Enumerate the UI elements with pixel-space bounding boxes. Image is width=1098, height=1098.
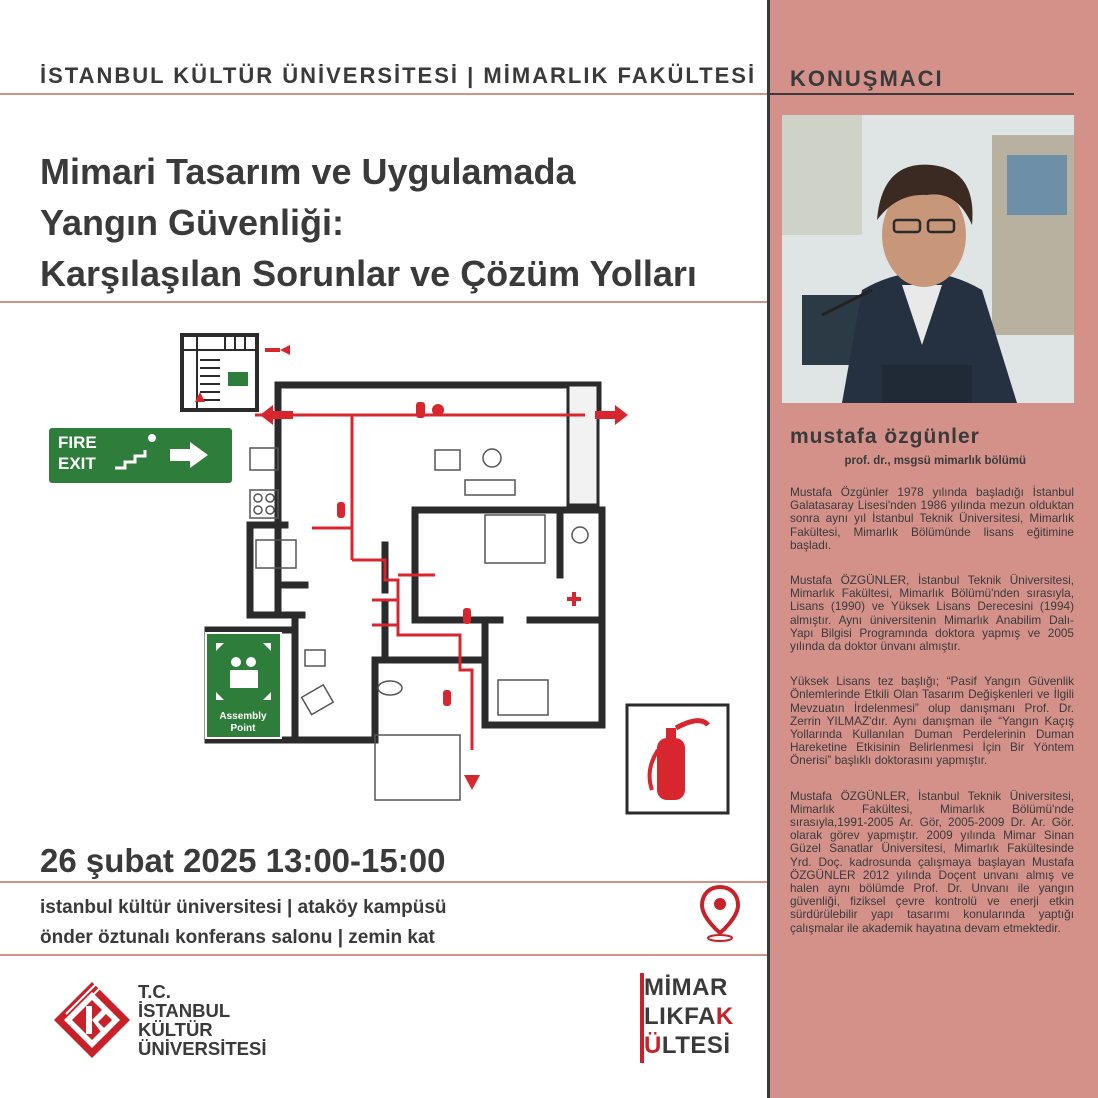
faculty-logo-row-3a: Ü	[644, 1032, 662, 1059]
speaker-section-label: KONUŞMACI	[790, 66, 944, 91]
faculty-logo-row-2a: LIKFA	[644, 1003, 716, 1030]
faculty-logo	[640, 973, 734, 1063]
fire-extinguisher-icon	[627, 705, 728, 813]
faculty-logo-row-3b: LTESİ	[661, 1032, 731, 1059]
date-rule	[0, 881, 767, 883]
speaker-photo	[782, 115, 1074, 403]
title-rule	[0, 301, 767, 303]
institution-header: İSTANBUL KÜLTÜR ÜNİVERSİTESİ | MİMARLIK FAKÜLTESİ	[40, 63, 757, 88]
title-line-3: Karşılaşılan Sorunlar ve Çözüm Yolları	[40, 253, 697, 294]
bio-paragraph-4: Mustafa ÖZGÜNLER, İstanbul Teknik Üniversitesi, Mimarlık Fakültesi, Mimarlık Bölümü'nde sırasıyla,1991-2005 Ar. Gör, 2005-2009 Dr. Ar. Gör. olarak görev yapmıştır. 2009 yılında Mimar Sinan Güzel Sanatlar Üniversitesi, Mimarlık Fakültesinde Yrd. Doç. kadrosunda çalışmaya başlayan Mustafa ÖZGÜNLER 2012 yılında Doçent unvanı almış ve halen aynı bölümde Prof. Dr. Unvanı ile yangın güvenliği, fiziksel çevre kontrolü ve enerji etkin sürdürülebilir yapı tasarımı konularında yaptığı çalışmalar ile akademik hayatına devam etmektedir.	[790, 788, 1074, 935]
speaker-bio	[790, 486, 1074, 957]
event-datetime: 26 şubat 2025 13:00-15:00	[40, 842, 446, 879]
fire-exit-text-1: FIRE	[58, 433, 97, 452]
event-venue	[40, 893, 447, 953]
speaker-name: mustafa özgünler	[790, 425, 980, 448]
speaker-role: prof. dr., msgsü mimarlık bölümü	[844, 455, 1026, 467]
title-line-1: Mimari Tasarım ve Uygulamada	[40, 151, 576, 192]
evacuation-floor-plan	[40, 330, 740, 820]
page-title	[40, 146, 697, 299]
assembly-text-1: Assembly	[219, 711, 267, 722]
university-line-3: KÜLTÜR	[138, 1019, 213, 1040]
faculty-logo-row-1	[644, 973, 728, 1002]
bio-paragraph-3: Yüksek Lisans tez başlığı; “Pasif Yangın Güvenlik Önlemlerinde Etkili Olan Tasarım Değişkenleri ve İlgili Mevzuatın İrdelenmesi” olup danışmanı Prof. Dr. Zerrin YILMAZ'dır. Aynı danışman ile “Yangın Kaçış Yollarında Kullanılan Duman Perdelerinin Duman Hareketine Etkisinin Belirlenmesi İçin Bir Yöntem Önerisi” başlıklı doktorasını yapmıştır.	[790, 674, 1074, 768]
faculty-logo-row-2	[644, 1002, 734, 1031]
fire-exit-sign-icon	[48, 427, 233, 484]
university-line-4: ÜNİVERSİTESİ	[138, 1038, 267, 1059]
faculty-logo-row-1b: MAR	[671, 974, 728, 1001]
title-line-2: Yangın Güvenliği:	[40, 202, 345, 243]
university-logo-icon	[52, 980, 132, 1058]
venue-rule	[0, 954, 767, 956]
faculty-logo-row-1a: Mİ	[644, 974, 672, 1001]
fire-exit-text-2: EXIT	[58, 454, 96, 473]
venue-line-2: önder öztunalı konferans salonu | zemin kat	[40, 927, 435, 948]
header-rule	[0, 93, 767, 95]
bio-paragraph-1: Mustafa Özgünler 1978 yılında başladığı İstanbul Galatasaray Lisesi'nden 1986 yılında mezun olduktan sonra aynı yıl İstanbul Teknik Üniversitesi, Mimarlık Fakültesi, Mimarlık Bölümünde lisans eğitimine başladı.	[790, 485, 1074, 552]
assembly-point-icon	[206, 633, 281, 738]
university-line-2: İSTANBUL	[138, 1000, 231, 1021]
bio-paragraph-2: Mustafa ÖZGÜNLER, İstanbul Teknik Üniversitesi, Mimarlık Fakültesi, Mimarlık Bölümü'nden sırasıyla, Lisans (1990) ve Yüksek Lisans Derecesini (1994) almıştır. Aynı üniversitenin Mimarlık Anabilim Dalı-Yapı Bilgisi Programında doktora yapmış ve 2005 yılında da doktor ünvanı almıştır.	[790, 573, 1074, 654]
university-line-1: T.C.	[138, 981, 171, 1002]
university-logo-text	[138, 982, 267, 1058]
faculty-logo-row-3	[644, 1031, 731, 1060]
small-exit-sign-icon	[228, 372, 248, 386]
location-pin-icon	[700, 885, 740, 943]
header-rule-right	[767, 93, 1074, 95]
assembly-text-2: Point	[230, 723, 256, 734]
venue-line-1: istanbul kültür üniversitesi | ataköy kampüsü	[40, 897, 447, 918]
faculty-logo-row-2b: K	[715, 1003, 734, 1030]
